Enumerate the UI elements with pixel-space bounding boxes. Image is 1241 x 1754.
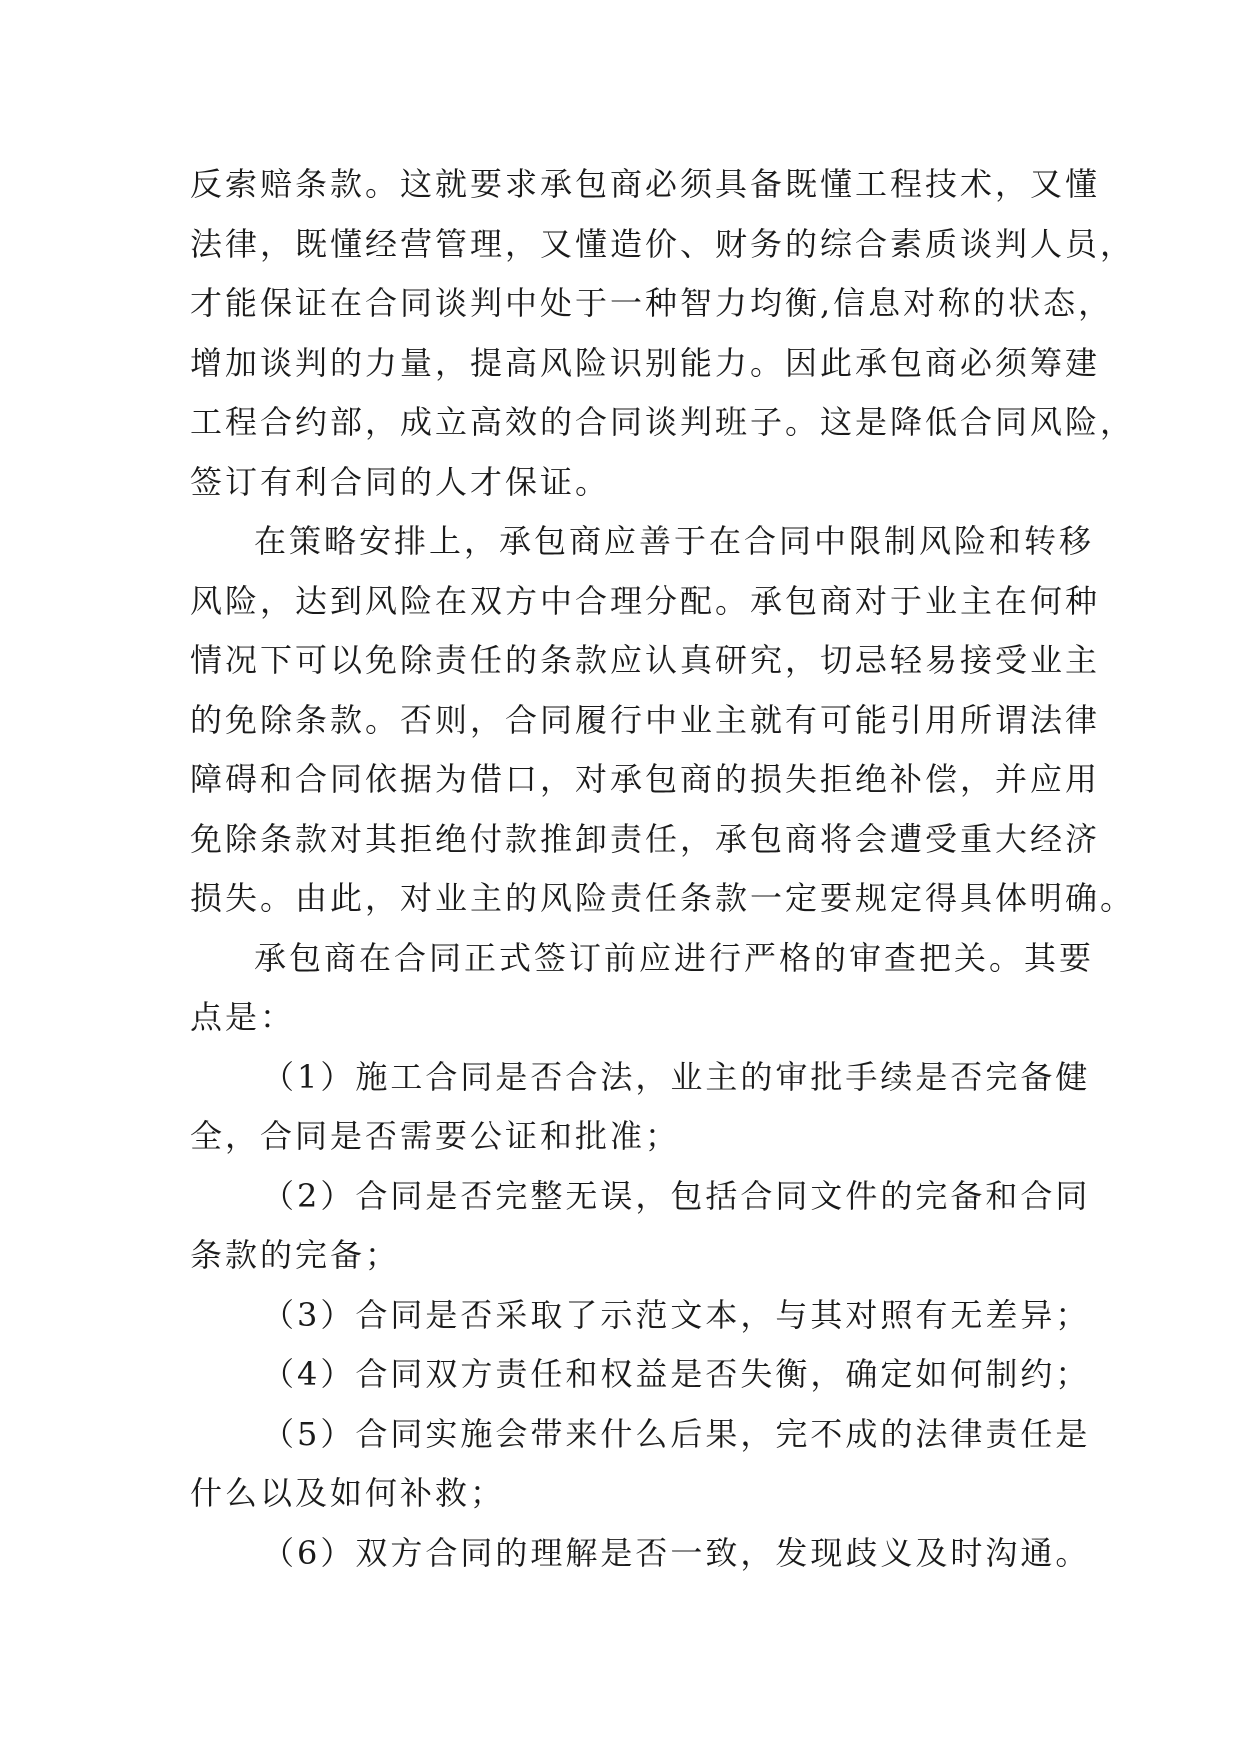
- body-text: [190, 155, 1136, 1583]
- text-line: 全，合同是否需要公证和批准；: [190, 1117, 681, 1155]
- text-line: 的免除条款。否则，合同履行中业主就有可能引用所谓法律: [190, 700, 1101, 739]
- text-line: 障碍和合同依据为借口，对承包商的损失拒绝补偿，并应用: [190, 760, 1101, 798]
- text-line: 风险，达到风险在双方中合理分配。承包商对于业主在何种: [190, 581, 1101, 620]
- text-line: 签订有利合同的人才保证。: [190, 462, 611, 501]
- text-line: 免除条款对其拒绝付款推卸责任，承包商将会遭受重大经济: [190, 819, 1101, 858]
- text-line: 点是：: [190, 998, 296, 1036]
- text-line: 反索赔条款。这就要求承包商必须具备既懂工程技术，又懂: [190, 165, 1101, 203]
- paragraph-start-line: 承包商在合同正式签订前应进行严格的审查把关。其要: [254, 938, 1095, 977]
- text-line: 情况下可以免除责任的条款应认真研究，切忌轻易接受业主: [190, 641, 1101, 679]
- text-line: 法律，既懂经营管理，又懂造价、财务的综合素质谈判人员，: [190, 224, 1136, 263]
- text-line: 什么以及如何补救；: [190, 1474, 506, 1512]
- list-item-line: （4）合同双方责任和权益是否失衡，确定如何制约；: [262, 1355, 1091, 1393]
- list-item-line: （2）合同是否完整无误，包括合同文件的完备和合同: [262, 1176, 1091, 1215]
- list-item-line: （3）合同是否采取了示范文本，与其对照有无差异；: [262, 1295, 1091, 1334]
- list-item-line: （6）双方合同的理解是否一致，发现歧义及时沟通。: [262, 1533, 1091, 1572]
- text-line: 条款的完备；: [190, 1236, 401, 1274]
- paragraph-start-line: 在策略安排上，承包商应善于在合同中限制风险和转移: [254, 522, 1095, 560]
- text-line: 损失。由此，对业主的风险责任条款一定要规定得具体明确。: [190, 879, 1136, 917]
- list-item-line: （1）施工合同是否合法，业主的审批手续是否完备健: [262, 1057, 1091, 1096]
- text-line: 才能保证在合同谈判中处于一种智力均衡,信息对称的状态，: [190, 284, 1114, 322]
- list-item-line: （5）合同实施会带来什么后果，完不成的法律责任是: [262, 1414, 1091, 1453]
- text-line: 增加谈判的力量，提高风险识别能力。因此承包商必须筹建: [190, 343, 1101, 382]
- text-line: 工程合约部，成立高效的合同谈判班子。这是降低合同风险，: [190, 403, 1136, 441]
